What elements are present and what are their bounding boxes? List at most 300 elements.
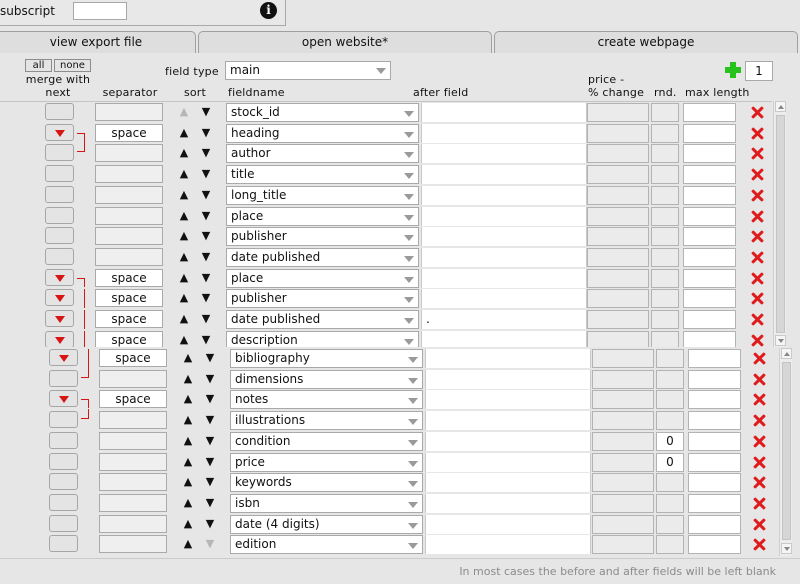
rnd-input[interactable] — [651, 248, 679, 267]
max-length-input[interactable] — [683, 227, 736, 246]
rnd-input[interactable] — [656, 473, 684, 492]
max-length-input[interactable] — [683, 144, 736, 163]
merge-arrow-icon — [55, 275, 65, 282]
delete-icon[interactable] — [751, 168, 764, 181]
fieldname-select[interactable] — [230, 535, 423, 554]
sort-up-icon[interactable]: ▲ — [179, 167, 189, 181]
sort-up-icon[interactable]: ▲ — [183, 413, 193, 427]
field-row — [0, 370, 778, 389]
merge-arrow-icon — [55, 130, 65, 137]
sort-up-icon[interactable]: ▲ — [179, 125, 189, 139]
tab-open-website[interactable]: open website* — [198, 31, 492, 53]
fieldname-select[interactable] — [230, 349, 423, 368]
field-list-upper[interactable] — [0, 101, 772, 347]
rnd-input[interactable] — [656, 370, 684, 389]
merge-toggle-button[interactable] — [45, 207, 74, 224]
sort-up-icon[interactable]: ▲ — [183, 454, 193, 468]
max-length-input[interactable] — [688, 473, 741, 492]
sort-up-icon[interactable]: ▲ — [179, 312, 189, 325]
sort-down-icon[interactable]: ▼ — [201, 249, 211, 263]
delete-icon[interactable] — [753, 456, 766, 469]
separator-input[interactable] — [99, 453, 167, 471]
delete-icon[interactable] — [751, 210, 764, 223]
merge-toggle-button[interactable] — [45, 227, 74, 244]
chevron-down-icon — [404, 194, 414, 200]
max-length-input[interactable] — [683, 269, 736, 288]
fieldname-value: publisher — [231, 229, 287, 244]
sort-down-icon[interactable]: ▼ — [201, 125, 211, 139]
delete-icon[interactable] — [753, 373, 766, 386]
subscript-label: subscript — [0, 4, 55, 18]
fieldname-select[interactable] — [226, 165, 419, 184]
after-field-input[interactable] — [421, 144, 587, 163]
chevron-down-icon — [404, 318, 414, 324]
delete-icon[interactable] — [753, 518, 766, 531]
after-field-input[interactable] — [425, 370, 591, 389]
footer-note: In most cases the before and after fields will be left blank — [459, 565, 776, 578]
merge-toggle-button[interactable] — [45, 248, 74, 265]
after-field-input[interactable] — [425, 494, 591, 513]
merge-toggle-button[interactable] — [45, 186, 74, 203]
fieldname-select[interactable] — [230, 411, 423, 430]
fieldname-value: bibliography — [235, 351, 310, 365]
fieldname-value: place — [231, 208, 264, 223]
after-field-input[interactable] — [421, 103, 587, 122]
fieldname-select[interactable] — [230, 370, 423, 389]
chevron-down-icon — [408, 461, 418, 467]
separator-input[interactable] — [99, 515, 167, 533]
chevron-down-icon — [404, 111, 414, 117]
field-row — [0, 227, 772, 246]
price-change-input[interactable] — [587, 289, 649, 308]
fieldname-select[interactable] — [226, 227, 419, 246]
fieldname-select[interactable] — [226, 248, 419, 267]
merge-arrow-icon — [59, 355, 69, 362]
after-field-input[interactable] — [421, 269, 587, 288]
add-field-count[interactable]: 1 — [745, 61, 773, 81]
sort-up-icon[interactable]: ▲ — [179, 105, 189, 118]
price-change-input[interactable] — [587, 186, 649, 205]
sort-up-icon[interactable]: ▲ — [179, 208, 189, 222]
col-price-line1: price - — [588, 73, 625, 86]
separator-input[interactable] — [99, 494, 167, 512]
separator-input[interactable] — [95, 186, 163, 204]
fieldname-select[interactable] — [226, 310, 419, 329]
after-field-input[interactable] — [421, 207, 587, 226]
field-row — [0, 165, 772, 184]
fieldname-value: condition — [235, 433, 291, 448]
after-field-input[interactable]: . — [421, 310, 587, 329]
separator-input[interactable]: space — [95, 310, 163, 328]
rnd-input[interactable] — [651, 269, 679, 288]
max-length-input[interactable] — [688, 370, 741, 389]
tab-view-export-file[interactable]: view export file — [0, 31, 196, 53]
col-rnd: rnd. — [654, 86, 677, 99]
delete-icon[interactable] — [751, 189, 764, 202]
max-length-input[interactable] — [683, 165, 736, 184]
sort-up-icon[interactable]: ▲ — [179, 187, 189, 201]
sort-down-icon[interactable]: ▼ — [201, 270, 211, 284]
max-length-input[interactable] — [683, 207, 736, 226]
rnd-input[interactable] — [651, 289, 679, 308]
delete-icon[interactable] — [753, 435, 766, 448]
field-row — [0, 289, 772, 308]
scrollbar-lower[interactable] — [779, 348, 792, 556]
after-field-input[interactable] — [425, 411, 591, 430]
chevron-down-icon — [408, 481, 418, 487]
merge-toggle-button[interactable] — [45, 103, 74, 120]
delete-icon[interactable] — [751, 292, 764, 305]
price-change-input[interactable] — [587, 124, 649, 143]
max-length-input[interactable] — [688, 411, 741, 430]
rnd-input[interactable] — [651, 207, 679, 226]
rnd-input[interactable] — [656, 390, 684, 409]
delete-icon[interactable] — [751, 251, 764, 264]
merge-toggle-button[interactable] — [49, 411, 78, 428]
chevron-down-icon — [376, 68, 386, 74]
delete-icon[interactable] — [753, 414, 766, 427]
merge-arrow-icon — [55, 337, 65, 344]
max-length-input[interactable] — [683, 310, 736, 329]
scroll-thumb[interactable] — [782, 362, 791, 540]
price-change-input[interactable] — [587, 248, 649, 267]
fieldname-select[interactable] — [226, 103, 419, 122]
chevron-down-icon — [408, 440, 418, 446]
separator-input[interactable] — [95, 103, 163, 121]
merge-connector — [77, 331, 85, 347]
plus-icon[interactable] — [725, 62, 741, 78]
merge-toggle-button[interactable] — [45, 165, 74, 182]
rnd-input[interactable]: 0 — [656, 432, 684, 451]
sort-up-icon[interactable]: ▲ — [183, 433, 193, 447]
fieldname-select[interactable] — [226, 207, 419, 226]
separator-input[interactable]: space — [95, 331, 163, 347]
after-field-input[interactable] — [425, 432, 591, 451]
col-price — [588, 73, 644, 99]
price-change-input[interactable] — [592, 515, 654, 534]
rnd-input[interactable] — [651, 103, 679, 122]
max-length-input[interactable] — [683, 289, 736, 308]
chevron-down-icon — [404, 297, 414, 303]
merge-connector — [81, 349, 89, 368]
merge-toggle-button[interactable] — [49, 453, 78, 470]
delete-icon[interactable] — [753, 393, 766, 406]
price-change-input[interactable] — [592, 349, 654, 368]
merge-toggle-button[interactable] — [49, 473, 78, 490]
rnd-input[interactable] — [651, 331, 679, 347]
rnd-input[interactable] — [656, 411, 684, 430]
price-change-input[interactable] — [587, 227, 649, 246]
max-length-input[interactable] — [688, 515, 741, 534]
merge-toggle-button[interactable] — [45, 269, 74, 286]
rnd-input[interactable] — [651, 310, 679, 329]
field-row — [0, 269, 772, 288]
sort-up-icon[interactable]: ▲ — [179, 249, 189, 263]
sort-down-icon[interactable]: ▼ — [205, 351, 215, 364]
merge-toggle-button[interactable] — [49, 515, 78, 532]
price-change-input[interactable] — [592, 432, 654, 451]
separator-input[interactable]: space — [99, 349, 167, 367]
price-change-input[interactable] — [587, 331, 649, 347]
max-length-input[interactable] — [688, 390, 741, 409]
separator-input[interactable] — [95, 248, 163, 266]
max-length-input[interactable] — [683, 248, 736, 267]
sort-up-icon[interactable]: ▲ — [179, 229, 189, 243]
price-change-input[interactable] — [592, 494, 654, 513]
max-length-input[interactable] — [688, 349, 741, 368]
sort-down-icon[interactable]: ▼ — [205, 516, 215, 530]
sort-up-icon[interactable]: ▲ — [183, 371, 193, 385]
merge-toggle-button[interactable] — [49, 349, 78, 366]
scroll-up-icon[interactable] — [781, 348, 792, 359]
after-field-input[interactable] — [421, 331, 587, 347]
merge-label-line2: next — [45, 86, 71, 99]
separator-input[interactable] — [99, 432, 167, 450]
sort-up-icon[interactable]: ▲ — [183, 537, 193, 551]
merge-toggle-button[interactable] — [49, 432, 78, 449]
fieldname-select[interactable] — [230, 515, 423, 534]
price-change-input[interactable] — [592, 473, 654, 492]
fieldname-value: illustrations — [235, 413, 306, 428]
sort-up-icon[interactable]: ▲ — [183, 392, 193, 406]
merge-toggle-button[interactable] — [49, 494, 78, 511]
chevron-down-icon — [408, 502, 418, 508]
sort-up-icon[interactable]: ▲ — [179, 291, 189, 305]
col-after-field: after field — [413, 86, 469, 99]
merge-connector — [77, 133, 85, 142]
rnd-input[interactable] — [651, 124, 679, 143]
merge-toggle-button[interactable] — [45, 289, 74, 306]
separator-input[interactable] — [99, 370, 167, 388]
field-type-label: field type — [165, 65, 219, 78]
separator-input[interactable] — [95, 165, 163, 183]
delete-icon[interactable] — [753, 538, 766, 551]
sort-down-icon[interactable]: ▼ — [205, 413, 215, 427]
info-icon[interactable]: i — [260, 2, 277, 19]
field-row — [0, 186, 772, 205]
rnd-input[interactable] — [656, 494, 684, 513]
merge-none-button[interactable]: none — [54, 59, 91, 72]
col-fieldname: fieldname — [228, 86, 285, 99]
sort-down-icon[interactable]: ▼ — [205, 371, 215, 385]
chevron-down-icon — [408, 543, 418, 549]
merge-arrow-icon — [55, 316, 65, 323]
merge-toggle-button[interactable] — [45, 310, 74, 327]
merge-toggle-button[interactable] — [49, 370, 78, 387]
price-change-input[interactable] — [592, 411, 654, 430]
separator-input[interactable]: space — [95, 124, 163, 142]
after-field-input[interactable] — [421, 124, 587, 143]
merge-connector — [77, 278, 85, 287]
after-field-input[interactable] — [425, 349, 591, 368]
price-change-input[interactable] — [587, 269, 649, 288]
price-change-input[interactable] — [592, 370, 654, 389]
sort-down-icon[interactable]: ▼ — [205, 433, 215, 447]
after-field-input[interactable] — [425, 515, 591, 534]
merge-connector — [77, 310, 85, 329]
col-separator: separator — [102, 86, 158, 99]
sort-up-icon[interactable]: ▲ — [183, 351, 193, 364]
merge-toggle-button[interactable] — [45, 144, 74, 161]
price-change-input[interactable] — [587, 207, 649, 226]
merge-all-button[interactable]: all — [25, 59, 52, 72]
sort-down-icon[interactable]: ▼ — [201, 312, 211, 325]
delete-icon[interactable] — [751, 334, 764, 347]
fieldname-select[interactable] — [230, 432, 423, 451]
chevron-down-icon — [404, 152, 414, 158]
delete-icon[interactable] — [751, 106, 764, 119]
separator-input[interactable]: space — [99, 390, 167, 408]
field-row — [0, 535, 778, 554]
sort-down-icon[interactable]: ▼ — [201, 105, 211, 118]
max-length-input[interactable] — [688, 494, 741, 513]
sort-up-icon[interactable]: ▲ — [179, 332, 189, 346]
sort-up-icon[interactable]: ▲ — [179, 146, 189, 160]
max-length-input[interactable] — [688, 453, 741, 472]
merge-label — [20, 73, 96, 99]
scroll-thumb[interactable] — [776, 115, 785, 333]
merge-toggle-button[interactable] — [45, 124, 74, 141]
fieldname-value: edition — [235, 537, 277, 552]
field-type-select[interactable] — [225, 61, 391, 80]
merge-arrow-icon — [59, 396, 69, 403]
sort-down-icon[interactable]: ▼ — [205, 475, 215, 489]
tab-create-webpage[interactable]: create webpage — [494, 31, 798, 53]
sort-up-icon[interactable]: ▲ — [179, 270, 189, 284]
fieldname-value: isbn — [235, 495, 260, 510]
separator-input[interactable] — [95, 207, 163, 225]
rnd-input[interactable] — [651, 144, 679, 163]
delete-icon[interactable] — [753, 476, 766, 489]
field-row — [0, 310, 772, 329]
fieldname-select[interactable] — [226, 269, 419, 288]
delete-icon[interactable] — [753, 497, 766, 510]
chevron-down-icon — [404, 277, 414, 283]
scrollbar-upper[interactable] — [773, 101, 786, 347]
sort-down-icon[interactable]: ▼ — [201, 146, 211, 160]
separator-input[interactable] — [99, 411, 167, 429]
sort-down-icon[interactable]: ▼ — [201, 208, 211, 222]
after-field-input[interactable] — [421, 165, 587, 184]
max-length-input[interactable] — [683, 124, 736, 143]
separator-input[interactable] — [99, 473, 167, 491]
after-field-input[interactable] — [425, 390, 591, 409]
after-field-input[interactable] — [425, 473, 591, 492]
separator-input[interactable] — [95, 144, 163, 162]
sort-down-icon[interactable]: ▼ — [201, 229, 211, 243]
after-field-input[interactable] — [421, 248, 587, 267]
sort-down-icon[interactable]: ▼ — [205, 454, 215, 468]
fieldname-select[interactable] — [230, 453, 423, 472]
fieldname-select[interactable] — [226, 289, 419, 308]
price-change-input[interactable] — [587, 144, 649, 163]
after-field-input[interactable] — [421, 289, 587, 308]
merge-toggle-button[interactable] — [45, 331, 74, 347]
chevron-down-icon — [408, 378, 418, 384]
col-price-line2: % change — [588, 86, 645, 99]
sort-up-icon[interactable]: ▲ — [183, 475, 193, 489]
max-length-input[interactable] — [683, 186, 736, 205]
price-change-input[interactable] — [592, 453, 654, 472]
price-change-input[interactable] — [587, 310, 649, 329]
price-change-input[interactable] — [592, 535, 654, 554]
sort-down-icon[interactable]: ▼ — [201, 332, 211, 346]
sort-down-icon[interactable]: ▼ — [201, 187, 211, 201]
scroll-up-icon[interactable] — [775, 101, 786, 112]
sort-up-icon[interactable]: ▲ — [183, 495, 193, 509]
field-row — [0, 453, 778, 472]
sort-down-icon[interactable]: ▼ — [205, 392, 215, 406]
fieldname-select[interactable] — [230, 390, 423, 409]
fieldname-value: price — [235, 454, 265, 469]
merge-toggle-button[interactable] — [49, 390, 78, 407]
separator-input[interactable] — [95, 227, 163, 245]
after-field-input[interactable] — [425, 535, 591, 554]
max-length-input[interactable] — [688, 535, 741, 554]
fieldname-select[interactable] — [226, 186, 419, 205]
after-field-input[interactable] — [421, 227, 587, 246]
fieldname-value: long_title — [231, 187, 287, 202]
separator-input[interactable] — [99, 535, 167, 553]
fieldname-select[interactable] — [226, 124, 419, 143]
fieldname-select[interactable] — [230, 473, 423, 492]
delete-icon[interactable] — [751, 272, 764, 285]
rnd-input[interactable] — [656, 349, 684, 368]
rnd-input[interactable] — [651, 186, 679, 205]
merge-toggle-button[interactable] — [49, 535, 78, 552]
chevron-down-icon — [408, 523, 418, 529]
rnd-input[interactable] — [656, 535, 684, 554]
price-change-input[interactable] — [592, 390, 654, 409]
after-field-input[interactable] — [425, 453, 591, 472]
max-length-input[interactable] — [683, 331, 736, 347]
delete-icon[interactable] — [751, 127, 764, 140]
rnd-input[interactable] — [651, 165, 679, 184]
sort-down-icon[interactable]: ▼ — [201, 167, 211, 181]
delete-icon[interactable] — [751, 313, 764, 326]
rnd-input[interactable] — [656, 515, 684, 534]
separator-input[interactable]: space — [95, 269, 163, 287]
sort-down-icon[interactable]: ▼ — [205, 495, 215, 509]
fieldname-select[interactable] — [226, 331, 419, 347]
delete-icon[interactable] — [753, 352, 766, 365]
scroll-down-icon[interactable] — [781, 543, 792, 554]
sort-down-icon[interactable]: ▼ — [205, 537, 215, 551]
subscript-input[interactable] — [73, 2, 127, 20]
delete-icon[interactable] — [751, 230, 764, 243]
chevron-down-icon — [404, 132, 414, 138]
fieldname-select[interactable] — [226, 144, 419, 163]
fieldname-value: title — [231, 167, 255, 182]
price-change-input[interactable] — [587, 103, 649, 122]
field-row — [0, 473, 778, 492]
rnd-input[interactable]: 0 — [656, 453, 684, 472]
max-length-input[interactable] — [688, 432, 741, 451]
max-length-input[interactable] — [683, 103, 736, 122]
sort-down-icon[interactable]: ▼ — [201, 291, 211, 305]
delete-icon[interactable] — [751, 147, 764, 160]
scroll-down-icon[interactable] — [775, 335, 786, 346]
rnd-input[interactable] — [651, 227, 679, 246]
fieldname-select[interactable] — [230, 494, 423, 513]
after-field-input[interactable] — [421, 186, 587, 205]
fieldname-value: stock_id — [231, 105, 280, 119]
separator-input[interactable]: space — [95, 289, 163, 307]
price-change-input[interactable] — [587, 165, 649, 184]
field-list-lower[interactable] — [0, 348, 778, 556]
chevron-down-icon — [404, 235, 414, 241]
sort-up-icon[interactable]: ▲ — [183, 516, 193, 530]
